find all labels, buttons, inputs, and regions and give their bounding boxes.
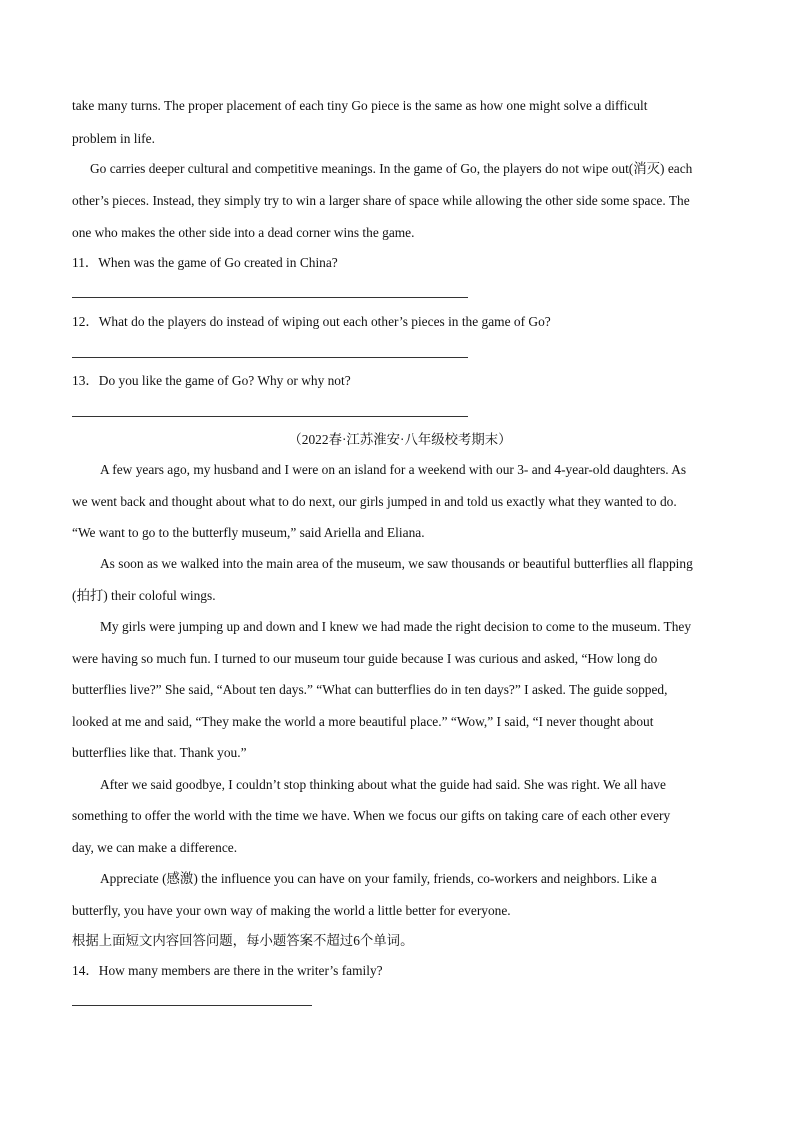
question-13 [72,372,732,390]
passage-line: As soon as we walked into the main area of the museum, we saw thousands or beautiful butterflies all flapping [100,556,693,571]
question-text: What do the players do instead of wiping out each other’s pieces in the game of Go? [98,314,551,329]
question-11 [72,254,732,272]
passage-line: After we said goodbye, I couldn’t stop thinking about what the guide had said. She was right. We all have [100,777,666,792]
answer-line-12[interactable] [72,357,468,358]
passage-line: looked at me and said, “They make the world a more beautiful place.” “Wow,” I said, “I never thought about [72,714,654,729]
passage-line: butterfly, you have your own way of making the world a little better for everyone. [72,903,511,918]
passage-line: take many turns. The proper placement of each tiny Go piece is the same as how one might solve a difficult [72,98,648,113]
passage-line: Go carries deeper cultural and competitive meanings. In the game of Go, the players do not wipe out(消灭) each [90,161,693,176]
passage-line: day, we can make a difference. [72,840,238,855]
answer-line-14[interactable] [72,1005,312,1006]
question-14 [72,962,732,980]
passage-line: A few years ago, my husband and I were on an island for a weekend with our 3- and 4-year-old daughters. As [100,462,687,477]
question-number: 12． [72,314,99,329]
question-number: 14． [72,963,99,978]
passage-source: （2022春·江苏淮安·八年级校考期末） [288,432,512,447]
passage-line: My girls were jumping up and down and I knew we had made the right decision to come to the museum. They [100,619,692,634]
passage-line: butterflies live?” She said, “About ten days.” “What can butterflies do in ten days?” I asked. The guide sopped, [72,682,668,697]
instruction-text: 根据上面短文内容回答问题，每小题答案不超过6个单词。 [72,933,414,948]
passage-line: we went back and thought about what to do next, our girls jumped in and told us exactly what they wanted to do. [72,494,677,509]
passage-line: other’s pieces. Instead, they simply try to win a larger share of space while allowing the other side some space. The [72,193,690,208]
question-number: 11． [72,255,99,270]
passage-line: problem in life. [72,131,155,146]
passage-line: Appreciate (感激) the influence you can have on your family, friends, co-workers and neighbors. Like a [100,871,657,886]
question-text: How many members are there in the writer’s family? [98,963,383,978]
passage-line: one who makes the other side into a dead corner wins the game. [72,225,415,240]
passage-line: were having so much fun. I turned to our museum tour guide because I was curious and asked, “How long do [72,651,658,666]
question-number: 13． [72,373,99,388]
question-12 [72,313,732,331]
answer-line-13[interactable] [72,416,468,417]
passage-line: “We want to go to the butterfly museum,” said Ariella and Eliana. [72,525,425,540]
passage-line: butterflies like that. Thank you.” [72,745,247,760]
passage-line: (拍打) their coloful wings. [72,588,216,603]
answer-line-11[interactable] [72,297,468,298]
question-text: When was the game of Go created in China? [98,255,338,270]
question-text: Do you like the game of Go? Why or why not? [98,373,351,388]
passage-line: something to offer the world with the time we have. When we focus our gifts on taking care of each other every [72,808,671,823]
